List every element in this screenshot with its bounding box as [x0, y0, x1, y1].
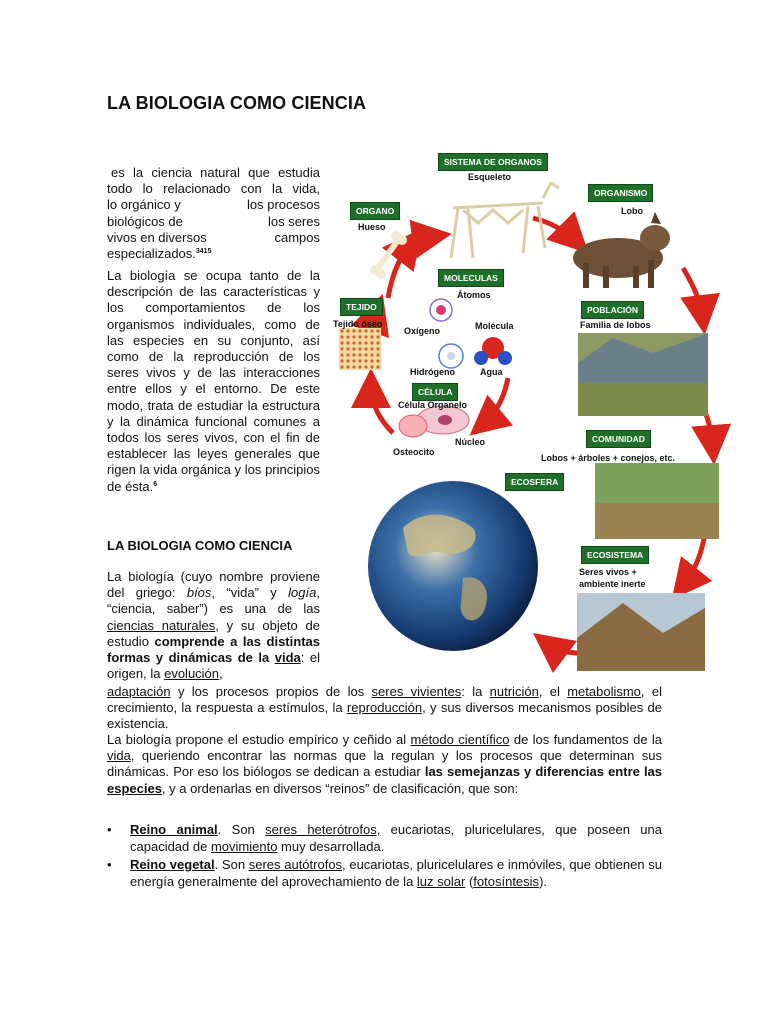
caption-agua: Agua: [480, 367, 503, 377]
link-vida[interactable]: vida: [107, 748, 131, 764]
cell-illustration: [399, 406, 469, 437]
caption-seres-vivos: Seres vivos +: [579, 567, 637, 577]
text: , y sus diversos mecanismos posibles de existencia.: [107, 700, 662, 732]
caption-comunidad: Lobos + árboles + conejos, etc.: [541, 453, 676, 463]
text: , eucariotas, pluricelulares e inmóviles, que obtienen su energía generalmente del aprovechamiento de la: [130, 857, 663, 889]
intro-line: es la ciencia natural que estudia: [111, 165, 320, 180]
intro-line: campos: [274, 229, 320, 245]
arrow-comunidad-ecosistema: [681, 533, 705, 588]
text: , “ciencia, saber”) es una de las: [107, 585, 320, 617]
text: de los fundamentos de la: [509, 732, 662, 747]
bone-tissue-illustration: [339, 328, 381, 370]
description-paragraph: [107, 268, 320, 495]
figure-graphics: [333, 148, 733, 678]
caption-esqueleto: Esqueleto: [468, 172, 512, 182]
atoms-illustration: [430, 299, 512, 368]
link-luz-solar[interactable]: luz solar: [416, 873, 466, 889]
study-paragraph: [107, 732, 662, 797]
link-fotosintesis[interactable]: fotosíntesis: [473, 873, 540, 889]
footnote-ref: 3415: [195, 248, 212, 256]
bold-text: las semejanzas y diferencias entre las: [424, 764, 663, 780]
caption-celula-organelo: Célula Organelo: [398, 400, 468, 410]
link-adaptacion[interactable]: adaptación: [107, 684, 171, 699]
label-organo: ORGANO: [350, 202, 400, 220]
text: , y a ordenarlas en diversos “reinos” de clasificación, que son:: [161, 780, 519, 796]
label-organismo: ORGANISMO: [588, 184, 653, 202]
text: , y su objeto de estudio: [107, 617, 321, 649]
label-poblacion: POBLACIÓN: [581, 301, 644, 319]
text: . Son: [217, 822, 266, 837]
text: , “vida” y: [211, 585, 289, 601]
bullet-icon: •: [107, 822, 112, 837]
link-reino-animal[interactable]: Reino animal: [130, 822, 218, 837]
caption-molecula: Molécula: [475, 321, 514, 331]
link-metabolismo[interactable]: metabolismo: [567, 684, 641, 699]
page-title: LA BIOLOGIA COMO CIENCIA: [107, 93, 367, 113]
bold-text: comprende a las distintas formas y dinámicas de la: [107, 633, 320, 666]
text: . Son: [214, 857, 249, 872]
intro-line: lo orgánico y: [107, 197, 181, 213]
text: (: [465, 873, 474, 889]
text: eucariotas, pluricelulares, que poseen una capacidad de: [130, 822, 662, 854]
intro-line: los seres: [267, 213, 320, 229]
organization-levels-figure: [333, 148, 733, 678]
link-vida[interactable]: vida: [274, 650, 301, 666]
text: , el crecimiento, la respuesta a estímulos, la: [107, 684, 662, 716]
text: ,: [219, 666, 223, 682]
text: La biología (cuyo nombre proviene del griego:: [107, 569, 320, 601]
caption-ambiente-inerte: ambiente inerte: [579, 579, 646, 589]
label-sistema: SISTEMA DE ORGANOS: [438, 153, 548, 171]
link-seres-heterotrofos[interactable]: seres heterótrofos,: [265, 822, 381, 837]
definition-paragraph: [107, 569, 320, 682]
bullet-icon: •: [107, 857, 112, 872]
label-moleculas: MOLECULAS: [438, 269, 504, 287]
caption-hueso: Hueso: [358, 222, 386, 232]
link-ciencias-naturales[interactable]: ciencias naturales: [107, 617, 216, 633]
intro-line: especializados.: [107, 246, 196, 262]
footnote-ref: 6: [153, 480, 158, 488]
caption-osteocito: Osteocito: [393, 447, 435, 457]
section-heading: LA BIOLOGIA COMO CIENCIA: [107, 538, 293, 553]
caption-hidrogeno: Hidrógeno: [410, 367, 455, 377]
arrow-ecosistema-ecosfera: [545, 642, 578, 653]
wolf-illustration: [573, 212, 670, 288]
text: y los procesos propios de los: [170, 684, 372, 699]
arrow-molecula-celula: [481, 378, 508, 426]
kingdoms-list: [107, 822, 662, 892]
link-metodo-cientifico[interactable]: método científico: [410, 732, 510, 747]
text: : el origen, la: [107, 650, 321, 682]
intro-line: todo lo relacionado con la vida,: [107, 181, 320, 197]
arrow-celula-tejido: [371, 383, 393, 433]
caption-oxigeno: Oxígeno: [404, 326, 441, 336]
label-comunidad: COMUNIDAD: [586, 430, 651, 448]
label-tejido: TEJIDO: [340, 298, 383, 316]
text: : la: [461, 684, 490, 699]
link-movimiento[interactable]: movimiento: [210, 838, 278, 854]
intro-line: biológicos de: [107, 213, 183, 229]
italic-term: logía: [288, 585, 317, 601]
earth-illustration: [368, 481, 538, 651]
link-reino-vegetal[interactable]: Reino vegetal: [130, 857, 215, 872]
caption-atomos: Átomos: [457, 290, 491, 300]
caption-familia: Familia de lobos: [580, 320, 651, 330]
paragraph-text: La biología se ocupa tanto de la descripción de las características y los comportamientos de los organismos individuales, como de las especies en su conjunto, así como de la reproducción de los seres vivos y de las interacciones entre ellos y el entorno. De este modo, trata de estudiar la estructura y la dinámica funcional comunes a todos los seres vivos, con el fin de establecer las leyes generales que rigen la vida orgánica y los principios de ésta.: [107, 268, 320, 494]
arrow-organismo-poblacion: [683, 268, 703, 320]
link-reproduccion[interactable]: reproducción: [346, 700, 423, 716]
label-ecosistema: ECOSISTEMA: [581, 546, 649, 564]
link-seres-vivientes[interactable]: seres vivientes: [371, 684, 462, 699]
caption-nucleo: Núcleo: [455, 437, 486, 447]
link-seres-autotrofos[interactable]: seres autótrofos: [248, 857, 343, 872]
link-nutricion[interactable]: nutrición: [489, 684, 539, 699]
text: , el: [538, 684, 568, 699]
link-evolucion[interactable]: evolución: [164, 666, 220, 682]
text: La biología propone el estudio empírico y ceñido al: [107, 732, 411, 747]
processes-paragraph: [107, 684, 662, 733]
list-item: [107, 857, 662, 890]
text: , queriendo encontrar las normas que la regulan y los procesos que determinan sus dinámicas. Por eso los biólogos se dedican a estudiar: [107, 748, 662, 780]
caption-tejido-oseo: Tejido óseo: [333, 319, 383, 329]
link-especies[interactable]: especies: [107, 780, 162, 796]
list-item: [107, 822, 662, 855]
caption-lobo: Lobo: [621, 206, 643, 216]
italic-term: bíos: [186, 585, 212, 601]
intro-line: los procesos: [247, 197, 320, 213]
label-celula: CÉLULA: [412, 383, 458, 401]
text: muy desarrollada.: [277, 838, 385, 854]
label-ecosfera: ECOSFERA: [505, 473, 564, 491]
intro-paragraph: [107, 165, 320, 262]
text: ).: [539, 873, 548, 889]
intro-line: vivos en diversos: [107, 229, 207, 245]
